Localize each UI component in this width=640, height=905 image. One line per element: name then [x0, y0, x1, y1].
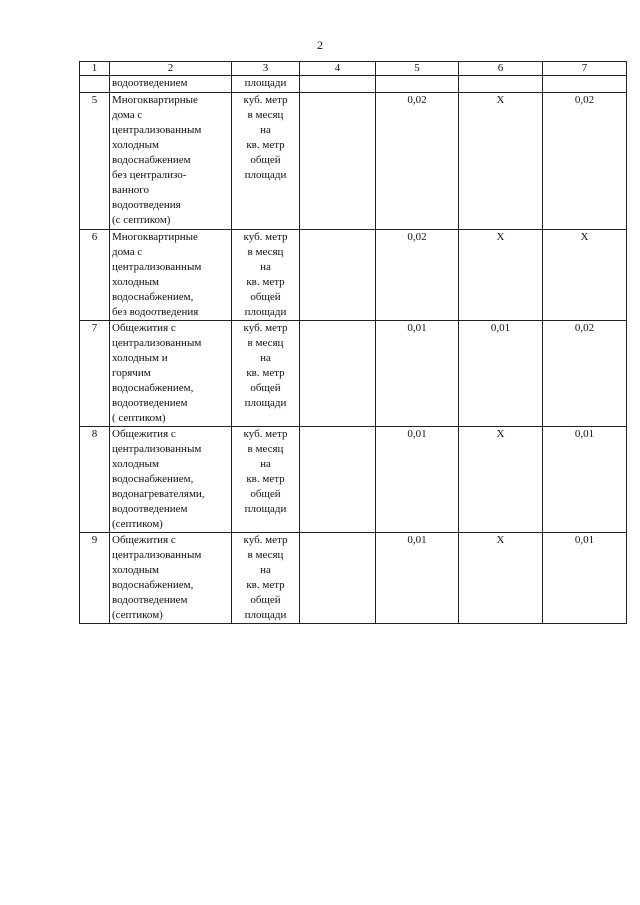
col5-cell: 0,01: [376, 321, 459, 427]
unit-cell-line: куб. метр: [243, 428, 288, 440]
object-name-cell-line: водоотведением: [112, 503, 188, 515]
unit-cell-line: общей: [250, 488, 281, 500]
object-name-cell-line: водоотведения: [112, 199, 181, 211]
unit-cell-line: площади: [244, 306, 287, 318]
object-name-cell-line: водоотведением: [112, 397, 188, 409]
unit-cell-line: кв. метр: [246, 276, 285, 288]
unit-cell-line: на: [260, 261, 271, 273]
object-name-cell-line: централизованным: [112, 443, 202, 455]
unit-cell-line: площади: [244, 397, 287, 409]
object-name-cell-line: дома с: [112, 246, 143, 258]
object-name-cell: [110, 427, 232, 533]
object-name-cell-line: Многоквартирные: [112, 231, 198, 243]
col5-cell: 0,01: [376, 533, 459, 624]
col4-cell: [300, 533, 376, 624]
object-name-cell-line: ( септиком): [112, 412, 166, 424]
object-name-cell-line: водонагревателями,: [112, 488, 205, 500]
object-name-cell-line: централизованным: [112, 337, 202, 349]
object-name-cell-line: Многоквартирные: [112, 94, 198, 106]
header-cell-6: 6: [459, 62, 543, 76]
object-name-cell-line: водоотведением: [112, 77, 188, 89]
table-row: [80, 93, 627, 230]
unit-cell-line: в месяц: [247, 549, 284, 561]
col4-cell: [300, 427, 376, 533]
col4-cell: [300, 76, 376, 93]
unit-cell-line: в месяц: [247, 337, 284, 349]
unit-cell: [232, 533, 300, 624]
table-row: [80, 321, 627, 427]
object-name-cell: [110, 533, 232, 624]
object-name-cell-line: водоснабжением: [112, 154, 191, 166]
row-number-cell: 9: [80, 533, 110, 624]
col5-cell: 0,02: [376, 230, 459, 321]
object-name-cell-line: без водоотведения: [112, 306, 199, 318]
unit-cell-line: на: [260, 564, 271, 576]
header-cell-4: 4: [300, 62, 376, 76]
object-name-cell-line: дома с: [112, 109, 143, 121]
object-name-cell: [110, 321, 232, 427]
object-name-cell-line: водоснабжением,: [112, 382, 194, 394]
col4-cell: [300, 93, 376, 230]
object-name-cell: [110, 230, 232, 321]
row-number-cell: 5: [80, 93, 110, 230]
unit-cell-line: кв. метр: [246, 367, 285, 379]
header-cell-2: 2: [110, 62, 232, 76]
unit-cell-line: куб. метр: [243, 231, 288, 243]
object-name-cell-line: ванного: [112, 184, 149, 196]
col6-cell: Х: [459, 533, 543, 624]
col6-cell: Х: [459, 230, 543, 321]
object-name-cell-line: водоотведением: [112, 594, 188, 606]
norms-table: [79, 61, 627, 624]
col4-cell: [300, 321, 376, 427]
unit-cell-line: на: [260, 352, 271, 364]
object-name-cell-line: холодным: [112, 458, 159, 470]
unit-cell-line: общей: [250, 594, 281, 606]
object-name-cell-line: Общежития с: [112, 428, 176, 440]
unit-cell: [232, 76, 300, 93]
unit-cell-line: куб. метр: [243, 94, 288, 106]
col4-cell: [300, 230, 376, 321]
col7-cell: 0,01: [543, 427, 627, 533]
col6-cell: Х: [459, 427, 543, 533]
row-number-cell: [80, 76, 110, 93]
object-name-cell-line: (септиком): [112, 518, 163, 530]
unit-cell-line: в месяц: [247, 109, 284, 121]
object-name-cell: [110, 76, 232, 93]
object-name-cell: [110, 93, 232, 230]
table-body: [80, 62, 627, 624]
table-row: [80, 533, 627, 624]
table-header-row: [80, 62, 627, 76]
unit-cell-line: куб. метр: [243, 322, 288, 334]
table-row: [80, 427, 627, 533]
unit-cell: [232, 93, 300, 230]
object-name-cell-line: без централизо-: [112, 169, 187, 181]
object-name-cell-line: централизованным: [112, 549, 202, 561]
unit-cell-line: площади: [244, 503, 287, 515]
unit-cell-line: на: [260, 124, 271, 136]
object-name-cell-line: Общежития с: [112, 322, 176, 334]
table-row: [80, 230, 627, 321]
object-name-cell-line: холодным: [112, 276, 159, 288]
unit-cell-line: в месяц: [247, 246, 284, 258]
object-name-cell-line: горячим: [112, 367, 151, 379]
unit-cell-line: площади: [244, 77, 287, 89]
header-cell-5: 5: [376, 62, 459, 76]
object-name-cell-line: холодным: [112, 139, 159, 151]
object-name-cell-line: водоснабжением,: [112, 473, 194, 485]
col5-cell: 0,02: [376, 93, 459, 230]
page-number: 2: [317, 38, 323, 52]
header-cell-1: 1: [80, 62, 110, 76]
object-name-cell-line: Общежития с: [112, 534, 176, 546]
unit-cell-line: кв. метр: [246, 139, 285, 151]
unit-cell-line: общей: [250, 382, 281, 394]
col7-cell: 0,02: [543, 321, 627, 427]
unit-cell-line: кв. метр: [246, 473, 285, 485]
unit-cell-line: площади: [244, 609, 287, 621]
col5-cell: [376, 76, 459, 93]
row-number-cell: 6: [80, 230, 110, 321]
unit-cell: [232, 427, 300, 533]
col7-cell: [543, 76, 627, 93]
col7-cell: Х: [543, 230, 627, 321]
table-row-continuation: [80, 76, 627, 93]
col7-cell: 0,01: [543, 533, 627, 624]
object-name-cell-line: водоснабжением,: [112, 291, 194, 303]
unit-cell-line: общей: [250, 291, 281, 303]
header-cell-3: 3: [232, 62, 300, 76]
unit-cell-line: кв. метр: [246, 579, 285, 591]
col5-cell: 0,01: [376, 427, 459, 533]
object-name-cell-line: холодным и: [112, 352, 168, 364]
unit-cell-line: на: [260, 458, 271, 470]
unit-cell-line: площади: [244, 169, 287, 181]
unit-cell: [232, 230, 300, 321]
object-name-cell-line: централизованным: [112, 124, 202, 136]
unit-cell-line: куб. метр: [243, 534, 288, 546]
col6-cell: Х: [459, 93, 543, 230]
object-name-cell-line: водоснабжением,: [112, 579, 194, 591]
object-name-cell-line: холодным: [112, 564, 159, 576]
header-cell-7: 7: [543, 62, 627, 76]
row-number-cell: 7: [80, 321, 110, 427]
col6-cell: [459, 76, 543, 93]
unit-cell-line: в месяц: [247, 443, 284, 455]
unit-cell-line: общей: [250, 154, 281, 166]
col7-cell: 0,02: [543, 93, 627, 230]
row-number-cell: 8: [80, 427, 110, 533]
col6-cell: 0,01: [459, 321, 543, 427]
unit-cell: [232, 321, 300, 427]
object-name-cell-line: (септиком): [112, 609, 163, 621]
object-name-cell-line: (с септиком): [112, 214, 171, 226]
object-name-cell-line: централизованным: [112, 261, 202, 273]
